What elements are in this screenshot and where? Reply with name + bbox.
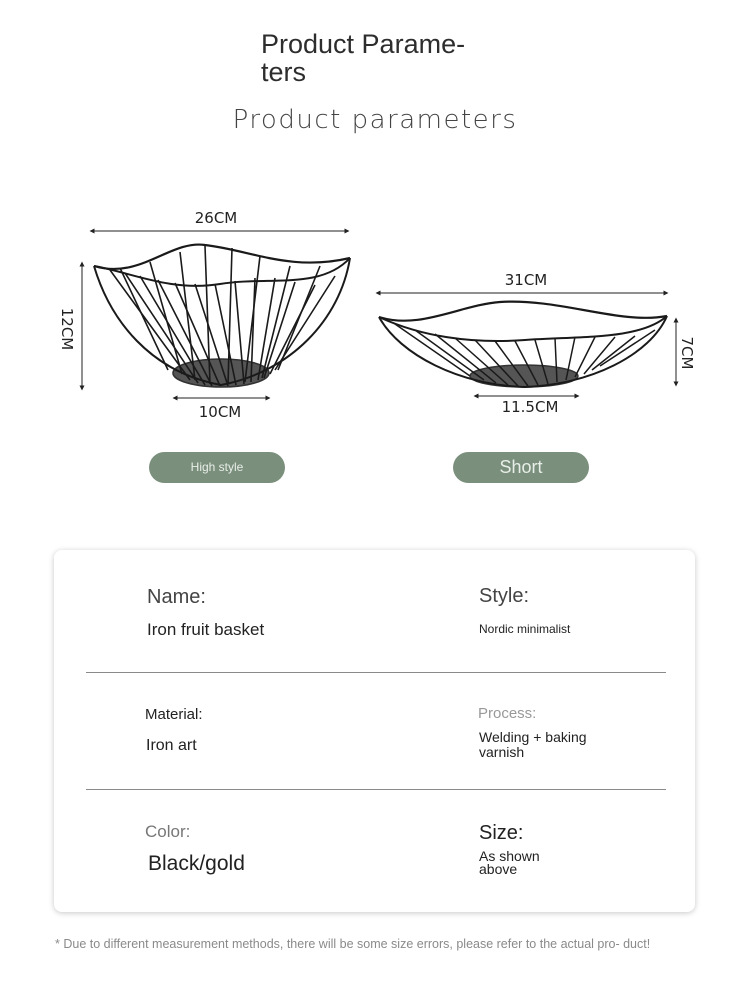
short-base-label: 11.5CM (501, 398, 559, 416)
tall-base-label: 10CM (198, 403, 242, 420)
page-title: Product Parame- ters (261, 29, 466, 87)
size-value: As shown above (479, 848, 540, 877)
material-value: Iron art (146, 737, 197, 754)
process-value: Welding + baking varnish (479, 729, 587, 760)
style-value: Nordic minimalist (479, 622, 571, 636)
product-dimension-diagram (0, 190, 750, 420)
color-label: Color: (145, 822, 191, 841)
short-style-pill[interactable]: Short (453, 452, 589, 483)
short-width-label: 31CM (504, 271, 548, 289)
color-value: Black/gold (148, 852, 245, 875)
name-label: Name: (147, 586, 206, 608)
name-value: Iron fruit basket (147, 620, 265, 639)
page-subtitle: Product parameters (232, 105, 518, 135)
parameters-card (54, 550, 695, 912)
measurement-note: * Due to different measurement methods, there will be some size errors, please refer to the actual pro- duct! (55, 937, 651, 951)
tall-basket-illustration (94, 245, 350, 387)
style-label: Style: (479, 585, 530, 607)
short-height-label: 7CM (678, 336, 696, 370)
row-divider-2 (86, 789, 666, 790)
tall-width-label: 26CM (194, 209, 238, 227)
short-basket-illustration (379, 302, 667, 387)
tall-height-label: 12CM (58, 307, 76, 351)
row-divider-1 (86, 672, 666, 673)
process-label: Process: (478, 705, 537, 722)
size-label: Size: (479, 822, 524, 844)
material-label: Material: (145, 706, 203, 723)
high-style-pill[interactable]: High style (149, 452, 285, 483)
